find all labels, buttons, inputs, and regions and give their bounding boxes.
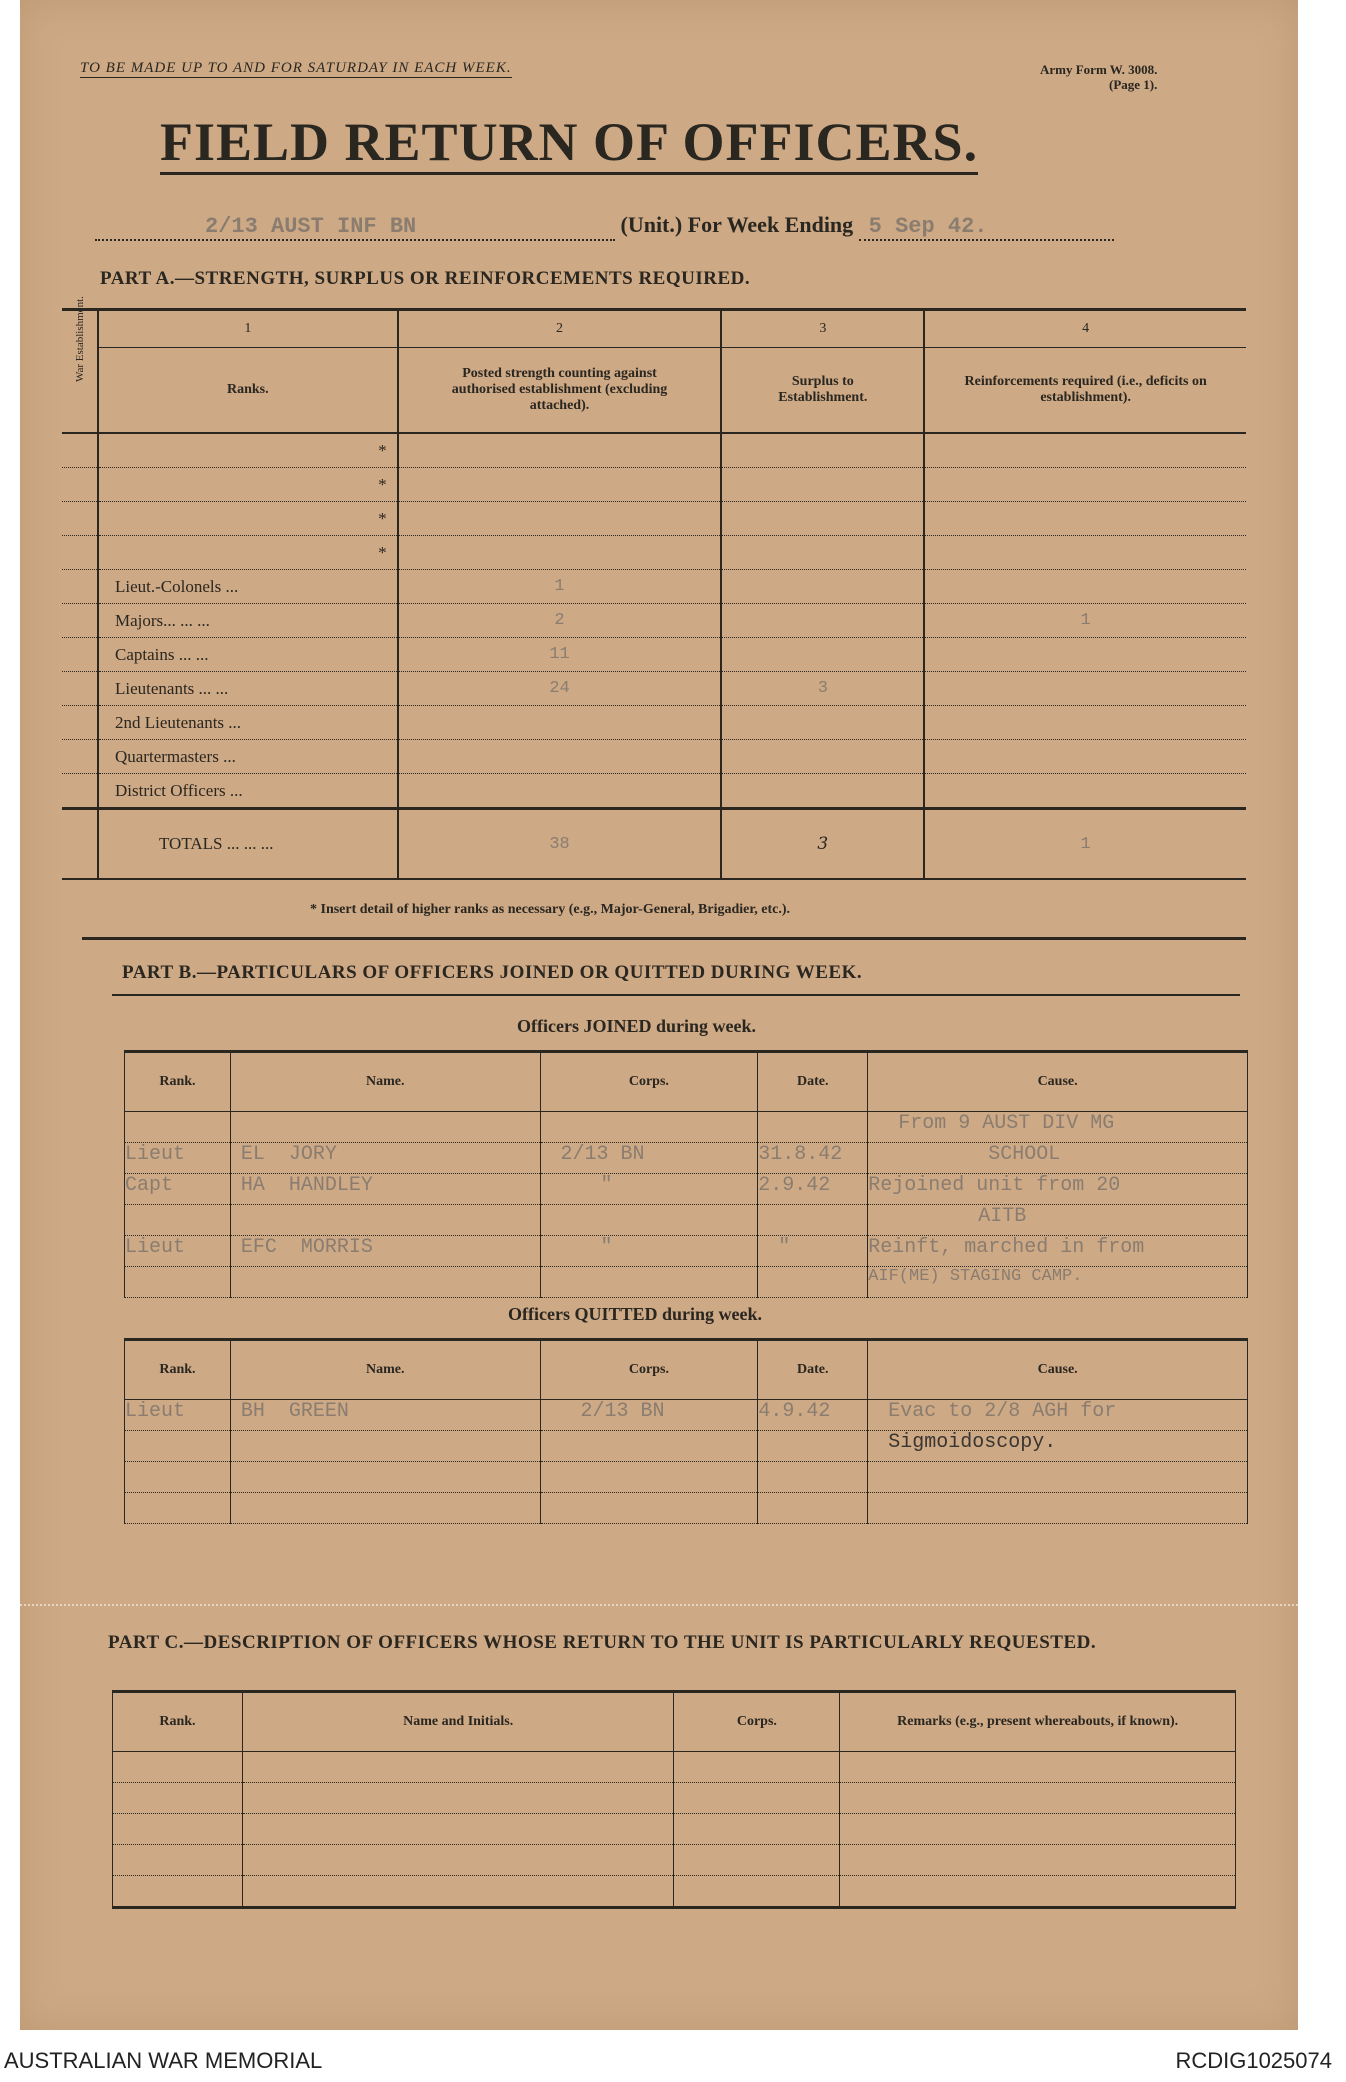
part-c-row bbox=[113, 1752, 1236, 1783]
quitted-table bbox=[124, 1338, 1248, 1524]
week-ending-value: 5 Sep 42. bbox=[859, 214, 1114, 241]
quitted-row: Sigmoidoscopy. bbox=[125, 1431, 1248, 1462]
col-num-3: 3 bbox=[721, 310, 924, 348]
divider bbox=[112, 994, 1240, 996]
part-a-table bbox=[62, 295, 1246, 880]
col-num-2: 2 bbox=[398, 310, 722, 348]
joined-col-rank: Rank. bbox=[125, 1052, 231, 1112]
rank-row: * bbox=[62, 433, 1246, 468]
part-c-row bbox=[113, 1845, 1236, 1876]
footer-credit: AUSTRALIAN WAR MEMORIAL bbox=[4, 2048, 323, 2073]
quitted-row bbox=[125, 1462, 1248, 1493]
joined-col-name: Name. bbox=[230, 1052, 540, 1112]
totals-label: TOTALS ... ... ... bbox=[98, 809, 398, 880]
page-label: (Page 1). bbox=[1108, 77, 1158, 92]
totals-row bbox=[62, 809, 1246, 880]
joined-row: AITB bbox=[125, 1205, 1248, 1236]
rank-row: * bbox=[62, 502, 1246, 536]
joined-row: Lieut EFC MORRIS " " Reinft, marched in from bbox=[125, 1236, 1248, 1267]
part-c-table bbox=[112, 1690, 1236, 1909]
joined-col-cause: Cause. bbox=[868, 1052, 1248, 1112]
joined-row: Lieut EL JORY 2/13 BN 31.8.42 SCHOOL bbox=[125, 1143, 1248, 1174]
joined-heading: Officers JOINED during week. bbox=[517, 1016, 756, 1036]
part-a-heading: PART A.—STRENGTH, SURPLUS OR REINFORCEMENTS REQUIRED. bbox=[100, 268, 751, 289]
totals-surplus: 3 bbox=[721, 809, 924, 880]
joined-table bbox=[124, 1050, 1248, 1298]
quitted-col-cause: Cause. bbox=[868, 1340, 1248, 1400]
col-header-posted: Posted strength counting against authorised establishment (excluding attached). bbox=[398, 348, 722, 434]
part-c-heading: PART C.—DESCRIPTION OF OFFICERS WHOSE RETURN TO THE UNIT IS PARTICULARLY REQUESTED. bbox=[108, 1632, 1097, 1653]
part-c-col-remarks: Remarks (e.g., present whereabouts, if known). bbox=[840, 1692, 1236, 1752]
unit-line bbox=[95, 212, 1225, 241]
quitted-row bbox=[125, 1493, 1248, 1524]
col-num-4: 4 bbox=[924, 310, 1246, 348]
army-form-number bbox=[1040, 62, 1157, 92]
part-c-row bbox=[113, 1783, 1236, 1814]
quitted-row: Lieut BH GREEN 2/13 BN 4.9.42 Evac to 2/8 AGH for bbox=[125, 1400, 1248, 1431]
unit-label: (Unit.) For Week Ending bbox=[620, 212, 854, 237]
quitted-col-name: Name. bbox=[230, 1340, 540, 1400]
rank-row-majors: Majors... ... ... 2 1 bbox=[62, 604, 1246, 638]
rank-row-district-officers: District Officers ... bbox=[62, 774, 1246, 809]
joined-row: Capt HA HANDLEY " 2.9.42 Rejoined unit from 20 bbox=[125, 1174, 1248, 1205]
part-c-row bbox=[113, 1876, 1236, 1908]
divider bbox=[82, 937, 1246, 940]
rank-row-2nd-lieutenants: 2nd Lieutenants ... bbox=[62, 706, 1246, 740]
rank-row: * bbox=[62, 536, 1246, 570]
part-c-col-name: Name and Initials. bbox=[242, 1692, 674, 1752]
footer-id: RCDIG1025074 bbox=[1175, 2048, 1332, 2073]
rank-row-quartermasters: Quartermasters ... bbox=[62, 740, 1246, 774]
part-a-footnote: * Insert detail of higher ranks as necessary (e.g., Major-General, Brigadier, etc.). bbox=[310, 902, 791, 917]
totals-reinforcements: 1 bbox=[924, 809, 1246, 880]
quitted-heading: Officers QUITTED during week. bbox=[508, 1304, 762, 1324]
quitted-col-date: Date. bbox=[758, 1340, 868, 1400]
perforation-line bbox=[20, 1604, 1298, 1606]
col-header-surplus: Surplus to Establishment. bbox=[721, 348, 924, 434]
joined-row: AIF(ME) STAGING CAMP. bbox=[125, 1267, 1248, 1298]
joined-col-date: Date. bbox=[758, 1052, 868, 1112]
war-establishment-header: War Establishment. bbox=[62, 310, 98, 434]
quitted-col-corps: Corps. bbox=[540, 1340, 758, 1400]
part-c-row bbox=[113, 1814, 1236, 1845]
part-b-heading: PART B.—PARTICULARS OF OFFICERS JOINED OR QUITTED DURING WEEK. bbox=[122, 962, 863, 983]
col-num-1: 1 bbox=[98, 310, 398, 348]
rank-row-captains: Captains ... ... 11 bbox=[62, 638, 1246, 672]
rank-row: * bbox=[62, 468, 1246, 502]
part-c-col-corps: Corps. bbox=[674, 1692, 840, 1752]
joined-col-corps: Corps. bbox=[540, 1052, 758, 1112]
col-header-ranks: Ranks. bbox=[98, 348, 398, 434]
quitted-col-rank: Rank. bbox=[125, 1340, 231, 1400]
form-instruction: TO BE MADE UP TO AND FOR SATURDAY IN EACH WEEK. bbox=[80, 60, 512, 76]
army-form-label: Army Form W. 3008. bbox=[1040, 62, 1158, 77]
rank-row-lieutenants: Lieutenants ... ... 24 3 bbox=[62, 672, 1246, 706]
joined-row: From 9 AUST DIV MG bbox=[125, 1112, 1248, 1143]
totals-posted: 38 bbox=[398, 809, 722, 880]
unit-value: 2/13 AUST INF BN bbox=[95, 214, 615, 241]
col-header-reinforcements: Reinforcements required (i.e., deficits on establishment). bbox=[924, 348, 1246, 434]
part-c-col-rank: Rank. bbox=[113, 1692, 243, 1752]
rank-row-lieut-colonels: Lieut.-Colonels ... 1 bbox=[62, 570, 1246, 604]
form-title: FIELD RETURN OF OFFICERS. bbox=[160, 112, 978, 175]
